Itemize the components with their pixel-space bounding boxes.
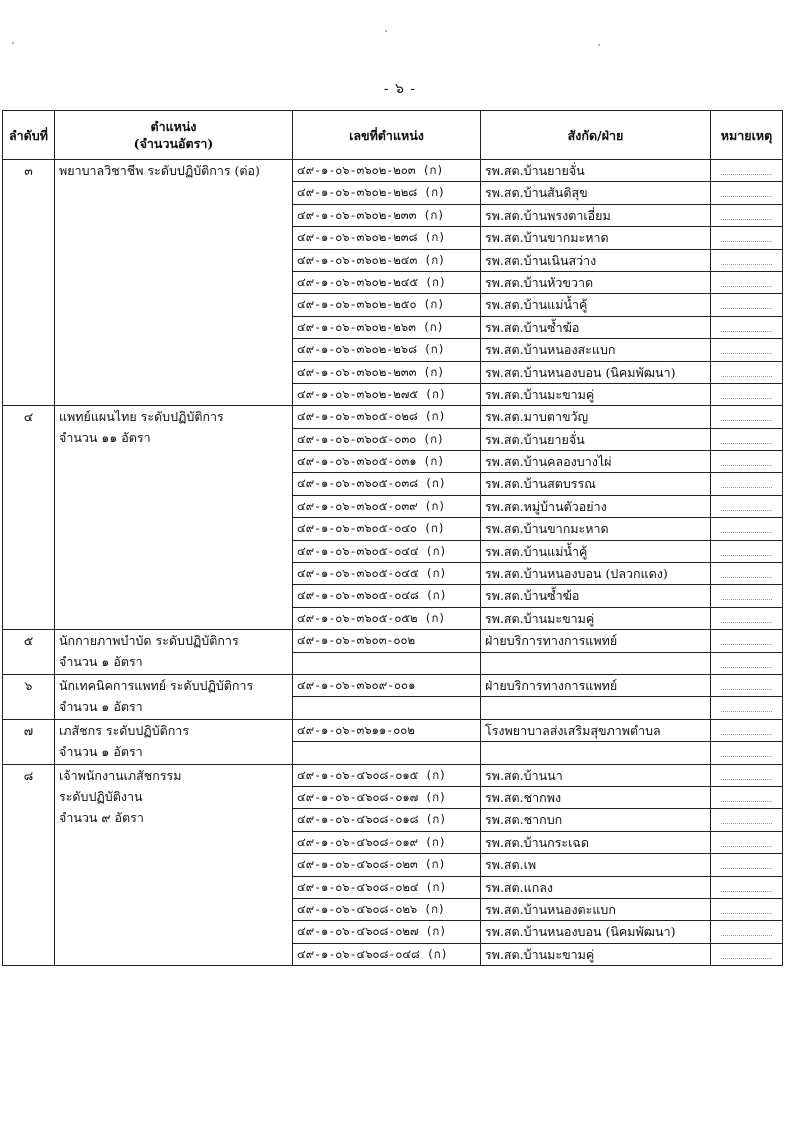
unit-name: รพ.สต.บ้านขากมะหาด	[481, 518, 711, 540]
table-row	[3, 674, 783, 696]
note-cell	[711, 719, 783, 741]
row-number: ๕	[3, 630, 55, 675]
note-dotted-line	[721, 787, 772, 802]
table-row	[3, 719, 783, 741]
note-dotted-line	[721, 720, 772, 735]
row-number: ๔	[3, 406, 55, 630]
note-dotted-line	[721, 473, 772, 488]
note-cell	[711, 294, 783, 316]
note-cell	[711, 921, 783, 943]
unit-name: รพ.สต.บ้านนา	[481, 764, 711, 786]
note-dotted-line	[721, 406, 772, 421]
position-code: ๔๙-๑-๐๖-๓๖๐๙-๐๐๑	[293, 674, 481, 696]
note-dotted-line	[721, 317, 772, 332]
note-cell	[711, 563, 783, 585]
position-code: ๔๙-๑-๐๖-๓๖๐๒-๒๓๓ (ก)	[293, 361, 481, 383]
position-code: ๔๙-๑-๐๖-๔๖๐๘-๐๑๙ (ก)	[293, 831, 481, 853]
unit-name: รพ.สต.บ้านสตบรรณ	[481, 473, 711, 495]
note-dotted-line	[721, 518, 772, 533]
note-dotted-line	[721, 742, 772, 757]
note-dotted-line	[721, 250, 772, 265]
unit-name: รพ.สต.บ้านพรงตาเอี่ยม	[481, 204, 711, 226]
unit-name: รพ.สต.ชากบก	[481, 809, 711, 831]
note-dotted-line	[721, 899, 772, 914]
unit-name	[481, 742, 711, 764]
position-code: ๔๙-๑-๐๖-๓๖๐๕-๐๔๔ (ก)	[293, 540, 481, 562]
unit-name: รพ.สต.บ้านยายจั่น	[481, 428, 711, 450]
table-row	[3, 764, 783, 786]
unit-name: รพ.สต.บ้านมะขามคู่	[481, 607, 711, 629]
position-code	[293, 697, 481, 719]
position-title-text: พยาบาลวิชาชีพ ระดับปฏิบัติการ (ต่อ)	[59, 163, 260, 178]
position-title	[55, 674, 293, 719]
unit-name: รพ.สต.บ้านเนินสว่าง	[481, 249, 711, 271]
note-dotted-line	[721, 272, 772, 287]
table-header-row	[3, 111, 783, 160]
note-dotted-line	[721, 182, 772, 197]
note-dotted-line	[721, 451, 772, 466]
note-cell	[711, 339, 783, 361]
note-cell	[711, 943, 783, 965]
note-dotted-line	[721, 877, 772, 892]
table-body	[3, 160, 783, 966]
unit-name: รพ.สต.บ้านหนองบอน (นิคมพัฒนา)	[481, 921, 711, 943]
position-code: ๔๙-๑-๐๖-๓๖๐๒-๒๒๘ (ก)	[293, 182, 481, 204]
position-code: ๔๙-๑-๐๖-๔๖๐๘-๐๑๕ (ก)	[293, 764, 481, 786]
note-dotted-line	[721, 496, 772, 511]
position-code: ๔๙-๑-๐๖-๔๖๐๘-๐๒๖ (ก)	[293, 898, 481, 920]
position-code: ๔๙-๑-๐๖-๔๖๐๘-๐๒๗ (ก)	[293, 921, 481, 943]
page-number: - ๖ -	[383, 81, 417, 97]
note-dotted-line	[721, 921, 772, 936]
position-title-text: เจ้าพนักงานเภสัชกรรม ระดับปฏิบัติงาน จำนวน ๙ อัตรา	[59, 767, 182, 825]
scan-speck	[12, 42, 14, 44]
note-cell	[711, 428, 783, 450]
note-cell	[711, 227, 783, 249]
unit-name: รพ.สต.เพ	[481, 854, 711, 876]
header-note: หมายเหตุ	[711, 111, 783, 160]
position-code: ๔๙-๑-๐๖-๓๖๐๕-๐๔๕ (ก)	[293, 563, 481, 585]
note-cell	[711, 204, 783, 226]
position-code: ๔๙-๑-๐๖-๓๖๐๒-๒๐๓ (ก)	[293, 160, 481, 182]
position-code: ๔๙-๑-๐๖-๓๖๐๕-๐๔๘ (ก)	[293, 585, 481, 607]
position-code: ๔๙-๑-๐๖-๓๖๐๕-๐๔๐ (ก)	[293, 518, 481, 540]
unit-name: รพ.สต.บ้านหนองตะแบก	[481, 898, 711, 920]
note-cell	[711, 540, 783, 562]
note-cell	[711, 271, 783, 293]
unit-name: รพ.สต.บ้านกระเฉด	[481, 831, 711, 853]
note-dotted-line	[721, 227, 772, 242]
note-cell	[711, 652, 783, 674]
position-code: ๔๙-๑-๐๖-๓๖๐๕-๐๓๙ (ก)	[293, 495, 481, 517]
position-code: ๔๙-๑-๐๖-๓๖๐๒-๒๖๓ (ก)	[293, 316, 481, 338]
position-code: ๔๙-๑-๐๖-๓๖๐๒-๒๔๕ (ก)	[293, 271, 481, 293]
scan-speck	[598, 44, 600, 46]
note-cell	[711, 831, 783, 853]
position-code: ๔๙-๑-๐๖-๓๖๐๒-๒๓๘ (ก)	[293, 227, 481, 249]
unit-name: รพ.สต.บ้านยายจั่น	[481, 160, 711, 182]
note-dotted-line	[721, 362, 772, 377]
unit-name: รพ.สต.บ้านแม่น้ำคู้	[481, 294, 711, 316]
unit-name: รพ.สต.บ้านขากมะหาด	[481, 227, 711, 249]
note-dotted-line	[721, 585, 772, 600]
note-cell	[711, 898, 783, 920]
note-cell	[711, 786, 783, 808]
unit-name: รพ.สต.บ้านหนองบอน (นิคมพัฒนา)	[481, 361, 711, 383]
note-cell	[711, 697, 783, 719]
unit-name: รพ.สต.หมู่บ้านตัวอย่าง	[481, 495, 711, 517]
position-code: ๔๙-๑-๐๖-๔๖๐๘-๐๒๔ (ก)	[293, 876, 481, 898]
position-title-text: นักเทคนิคการแพทย์ ระดับปฏิบัติการ จำนวน ๑ อัตรา	[59, 677, 254, 714]
position-code: ๔๙-๑-๐๖-๓๖๐๒-๒๕๐ (ก)	[293, 294, 481, 316]
unit-name: รพ.สต.มาบตาขวัญ	[481, 406, 711, 428]
note-dotted-line	[721, 697, 772, 712]
unit-name	[481, 697, 711, 719]
position-code: ๔๙-๑-๐๖-๓๖๐๒-๒๗๕ (ก)	[293, 383, 481, 405]
position-title	[55, 160, 293, 406]
scan-speck	[385, 30, 387, 32]
table-row	[3, 406, 783, 428]
unit-name: รพ.สต.บ้านหนองบอน (ปลวกแดง)	[481, 563, 711, 585]
note-dotted-line	[721, 384, 772, 399]
table-row	[3, 630, 783, 652]
unit-name: ฝ่ายบริการทางการแพทย์	[481, 674, 711, 696]
position-code: ๔๙-๑-๐๖-๔๖๐๘-๐๒๓ (ก)	[293, 854, 481, 876]
note-cell	[711, 585, 783, 607]
note-cell	[711, 674, 783, 696]
position-code: ๔๙-๑-๐๖-๓๖๐๒-๒๓๓ (ก)	[293, 204, 481, 226]
position-title	[55, 719, 293, 764]
note-cell	[711, 876, 783, 898]
note-cell	[711, 316, 783, 338]
note-dotted-line	[721, 832, 772, 847]
note-cell	[711, 809, 783, 831]
note-cell	[711, 854, 783, 876]
position-code: ๔๙-๑-๐๖-๔๖๐๘-๐๑๘ (ก)	[293, 809, 481, 831]
unit-name	[481, 652, 711, 674]
row-number: ๗	[3, 719, 55, 764]
position-title-text: นักกายภาพบำบัด ระดับปฏิบัติการ จำนวน ๑ อัตรา	[59, 633, 239, 670]
note-cell	[711, 182, 783, 204]
note-cell	[711, 383, 783, 405]
note-dotted-line	[721, 339, 772, 354]
position-code: ๔๙-๑-๐๖-๓๖๑๑-๐๐๒	[293, 719, 481, 741]
position-title-text: เภสัชกร ระดับปฏิบัติการ จำนวน ๑ อัตรา	[59, 722, 190, 759]
note-dotted-line	[721, 675, 772, 690]
header-no: ลำดับที่	[3, 111, 55, 160]
note-dotted-line	[721, 944, 772, 959]
position-title-text: แพทย์แผนไทย ระดับปฏิบัติการ จำนวน ๑๑ อัตรา	[59, 409, 224, 446]
note-dotted-line	[721, 630, 772, 645]
note-dotted-line	[721, 765, 772, 780]
position-code: ๔๙-๑-๐๖-๔๖๐๘-๐๔๘ (ก)	[293, 943, 481, 965]
note-cell	[711, 406, 783, 428]
note-dotted-line	[721, 160, 772, 175]
note-cell	[711, 451, 783, 473]
note-dotted-line	[721, 563, 772, 578]
unit-name: รพ.สต.บ้านสันติสุข	[481, 182, 711, 204]
unit-name: รพ.สต.แกลง	[481, 876, 711, 898]
position-code: ๔๙-๑-๐๖-๓๖๐๕-๐๓๘ (ก)	[293, 473, 481, 495]
note-cell	[711, 742, 783, 764]
position-code: ๔๙-๑-๐๖-๓๖๐๕-๐๓๐ (ก)	[293, 428, 481, 450]
row-number: ๓	[3, 160, 55, 406]
note-dotted-line	[721, 854, 772, 869]
position-code: ๔๙-๑-๐๖-๓๖๐๒-๒๔๓ (ก)	[293, 249, 481, 271]
note-dotted-line	[721, 541, 772, 556]
unit-name: โรงพยาบาลส่งเสริมสุขภาพตำบล	[481, 719, 711, 741]
position-code	[293, 652, 481, 674]
note-cell	[711, 473, 783, 495]
note-dotted-line	[721, 205, 772, 220]
note-cell	[711, 630, 783, 652]
position-code: ๔๙-๑-๐๖-๓๖๐๕-๐๕๒ (ก)	[293, 607, 481, 629]
note-cell	[711, 607, 783, 629]
note-cell	[711, 518, 783, 540]
unit-name: รพ.สต.บ้านมะขามคู่	[481, 383, 711, 405]
row-number: ๘	[3, 764, 55, 966]
position-code: ๔๙-๑-๐๖-๔๖๐๘-๐๑๗ (ก)	[293, 786, 481, 808]
note-cell	[711, 361, 783, 383]
unit-name: รพ.สต.ชากพง	[481, 786, 711, 808]
note-dotted-line	[721, 608, 772, 623]
position-code: ๔๙-๑-๐๖-๓๖๐๒-๒๖๘ (ก)	[293, 339, 481, 361]
note-cell	[711, 495, 783, 517]
note-dotted-line	[721, 429, 772, 444]
note-cell	[711, 764, 783, 786]
position-title	[55, 764, 293, 966]
table-row	[3, 160, 783, 182]
unit-name: รพ.สต.บ้านหัวขวาด	[481, 271, 711, 293]
header-unit: สังกัด/ฝ่าย	[481, 111, 711, 160]
position-code: ๔๙-๑-๐๖-๓๖๐๕-๐๒๘ (ก)	[293, 406, 481, 428]
unit-name: รพ.สต.บ้านหนองสะแบก	[481, 339, 711, 361]
unit-name: รพ.สต.บ้านซ้ำฆ้อ	[481, 585, 711, 607]
unit-name: ฝ่ายบริการทางการแพทย์	[481, 630, 711, 652]
position-code	[293, 742, 481, 764]
note-dotted-line	[721, 809, 772, 824]
row-number: ๖	[3, 674, 55, 719]
note-dotted-line	[721, 294, 772, 309]
note-dotted-line	[721, 653, 772, 668]
position-title	[55, 406, 293, 630]
position-title	[55, 630, 293, 675]
header-position: ตำแหน่ง (จำนวนอัตรา)	[55, 111, 293, 160]
note-cell	[711, 249, 783, 271]
position-table	[2, 110, 783, 966]
unit-name: รพ.สต.บ้านซ้ำฆ้อ	[481, 316, 711, 338]
unit-name: รพ.สต.บ้านมะขามคู่	[481, 943, 711, 965]
note-cell	[711, 160, 783, 182]
unit-name: รพ.สต.บ้านคลองบางไผ่	[481, 451, 711, 473]
unit-name: รพ.สต.บ้านแม่น้ำคู้	[481, 540, 711, 562]
position-code: ๔๙-๑-๐๖-๓๖๐๕-๐๓๑ (ก)	[293, 451, 481, 473]
header-code: เลขที่ตำแหน่ง	[293, 111, 481, 160]
position-code: ๔๙-๑-๐๖-๓๖๐๓-๐๐๒	[293, 630, 481, 652]
